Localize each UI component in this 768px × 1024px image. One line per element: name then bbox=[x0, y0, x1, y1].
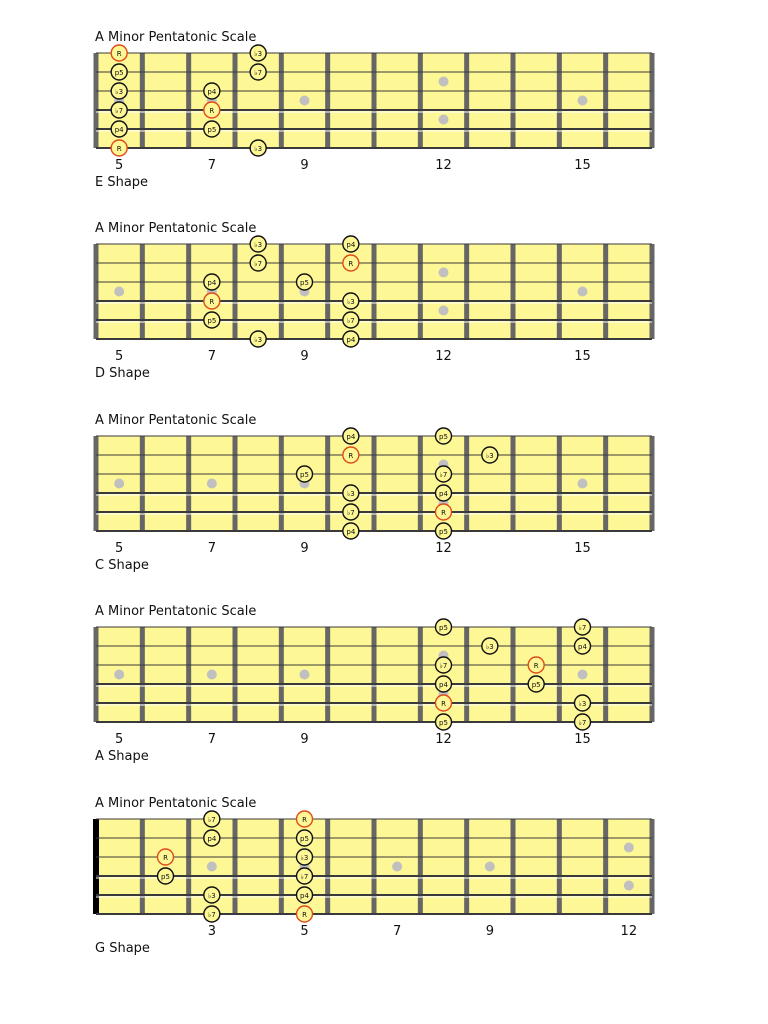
scale-note bbox=[343, 236, 359, 252]
scale-diagram-1 bbox=[0, 30, 768, 210]
fret-bar bbox=[464, 627, 469, 722]
inlay-dot bbox=[114, 287, 124, 297]
scale-note bbox=[111, 121, 127, 137]
root-note bbox=[436, 695, 452, 711]
fret-bar bbox=[557, 627, 562, 722]
scale-note bbox=[343, 485, 359, 501]
scale-note bbox=[575, 619, 591, 635]
inlay-dot bbox=[624, 881, 634, 891]
fret-bar bbox=[511, 627, 516, 722]
inlay-dot bbox=[392, 862, 402, 872]
fret-bar bbox=[94, 53, 99, 148]
scale-note bbox=[297, 849, 313, 865]
fret-bar bbox=[464, 53, 469, 148]
note-label: ♭3 bbox=[300, 854, 309, 862]
scale-note bbox=[343, 293, 359, 309]
fret-bar bbox=[418, 53, 423, 148]
fret-bar bbox=[418, 244, 423, 339]
scale-note bbox=[436, 485, 452, 501]
fret-bar bbox=[233, 627, 238, 722]
inlay-dot bbox=[578, 479, 588, 489]
fret-bar bbox=[650, 627, 655, 722]
note-label: p4 bbox=[207, 88, 217, 96]
fret-bar bbox=[279, 819, 284, 914]
fret-bar bbox=[464, 819, 469, 914]
scale-note bbox=[343, 504, 359, 520]
note-label: ♭3 bbox=[578, 700, 587, 708]
note-label: R bbox=[209, 298, 215, 306]
note-label: p4 bbox=[346, 336, 356, 344]
scale-note bbox=[575, 638, 591, 654]
root-note bbox=[111, 140, 127, 156]
root-note bbox=[436, 504, 452, 520]
fret-bar bbox=[186, 436, 191, 531]
fret-bar bbox=[603, 627, 608, 722]
note-label: p4 bbox=[439, 681, 448, 689]
note-label: p4 bbox=[346, 528, 356, 536]
note-label: ♭7 bbox=[115, 107, 124, 115]
scale-note bbox=[250, 45, 266, 61]
inlay-dot bbox=[114, 670, 124, 680]
inlay-dot bbox=[439, 268, 449, 278]
fret-bar bbox=[279, 244, 284, 339]
scale-note bbox=[297, 466, 313, 482]
scale-diagram-4 bbox=[0, 604, 768, 784]
fret-bar bbox=[650, 53, 655, 148]
fret-bar bbox=[372, 627, 377, 722]
fret-bar bbox=[325, 436, 330, 531]
root-note bbox=[343, 255, 359, 271]
fret-bar bbox=[511, 244, 516, 339]
inlay-dot bbox=[624, 843, 634, 853]
root-note bbox=[297, 811, 313, 827]
note-label: R bbox=[302, 816, 307, 824]
fret-number: 15 bbox=[574, 158, 591, 173]
scale-note bbox=[297, 887, 313, 903]
fret-bar bbox=[140, 436, 145, 531]
scale-note bbox=[436, 523, 452, 539]
scale-note bbox=[297, 830, 313, 846]
note-label: p5 bbox=[439, 528, 448, 536]
scale-diagram-3 bbox=[0, 413, 768, 593]
scale-note bbox=[528, 676, 544, 692]
fret-bar bbox=[94, 436, 99, 531]
fret-bar bbox=[325, 819, 330, 914]
diagram-title: A Minor Pentatonic Scale bbox=[95, 30, 257, 45]
note-label: ♭7 bbox=[578, 719, 587, 727]
note-label: ♭7 bbox=[346, 317, 355, 325]
fret-bar bbox=[279, 436, 284, 531]
scale-note bbox=[482, 638, 498, 654]
scale-note bbox=[343, 428, 359, 444]
note-label: p4 bbox=[346, 433, 356, 441]
note-label: ♭7 bbox=[254, 69, 263, 77]
note-label: p4 bbox=[578, 643, 587, 651]
diagram-title: A Minor Pentatonic Scale bbox=[95, 221, 257, 236]
note-label: ♭3 bbox=[254, 241, 263, 249]
shape-label: D Shape bbox=[95, 366, 150, 381]
scale-note bbox=[436, 714, 452, 730]
note-label: ♭3 bbox=[254, 336, 263, 344]
fret-bar bbox=[186, 819, 191, 914]
scale-note bbox=[436, 428, 452, 444]
inlay-dot bbox=[578, 670, 588, 680]
note-label: ♭3 bbox=[115, 88, 124, 96]
scale-note bbox=[111, 102, 127, 118]
fret-bar bbox=[372, 819, 377, 914]
nut bbox=[93, 819, 99, 914]
fret-bar bbox=[186, 627, 191, 722]
fret-number: 12 bbox=[435, 158, 452, 173]
note-label: p5 bbox=[300, 279, 309, 287]
scale-note bbox=[343, 331, 359, 347]
root-note bbox=[204, 102, 220, 118]
scale-note bbox=[111, 64, 127, 80]
fret-number: 12 bbox=[435, 732, 452, 747]
fret-bar bbox=[557, 819, 562, 914]
scale-note bbox=[575, 695, 591, 711]
note-label: p4 bbox=[346, 241, 356, 249]
inlay-dot bbox=[207, 479, 217, 489]
fret-bar bbox=[557, 244, 562, 339]
root-note bbox=[204, 293, 220, 309]
shape-label: G Shape bbox=[95, 941, 150, 956]
note-label: p5 bbox=[439, 433, 448, 441]
scale-note bbox=[204, 887, 220, 903]
note-label: p5 bbox=[207, 126, 217, 134]
note-label: p5 bbox=[300, 835, 309, 843]
scale-note bbox=[204, 312, 220, 328]
diagram-title: A Minor Pentatonic Scale bbox=[95, 604, 257, 619]
fret-bar bbox=[511, 436, 516, 531]
note-label: p4 bbox=[439, 490, 448, 498]
fret-bar bbox=[511, 53, 516, 148]
fret-bar bbox=[233, 244, 238, 339]
note-label: p5 bbox=[531, 681, 541, 689]
fret-number: 12 bbox=[435, 349, 452, 364]
inlay-dot bbox=[439, 306, 449, 316]
note-label: R bbox=[533, 662, 539, 670]
scale-note bbox=[204, 121, 220, 137]
fret-bar bbox=[603, 53, 608, 148]
scale-note bbox=[436, 619, 452, 635]
diagram-title: A Minor Pentatonic Scale bbox=[95, 796, 257, 811]
shape-label: A Shape bbox=[95, 749, 149, 764]
note-label: R bbox=[348, 260, 354, 268]
fret-bar bbox=[603, 244, 608, 339]
inlay-dot bbox=[439, 115, 449, 125]
fret-number: 15 bbox=[574, 732, 591, 747]
fret-bar bbox=[464, 436, 469, 531]
fret-bar bbox=[511, 819, 516, 914]
fret-bar bbox=[418, 627, 423, 722]
note-label: p4 bbox=[300, 892, 309, 900]
note-label: p5 bbox=[439, 624, 448, 632]
note-label: R bbox=[441, 700, 446, 708]
note-label: ♭3 bbox=[346, 298, 355, 306]
note-label: R bbox=[163, 854, 168, 862]
fret-number: 5 bbox=[115, 732, 124, 747]
scale-note bbox=[158, 868, 174, 884]
scale-note bbox=[436, 657, 452, 673]
fret-number: 9 bbox=[300, 541, 309, 556]
fret-bar bbox=[325, 244, 330, 339]
fret-number: 7 bbox=[207, 349, 216, 364]
scale-note bbox=[297, 274, 313, 290]
note-label: R bbox=[116, 145, 122, 153]
note-label: R bbox=[441, 509, 446, 517]
scale-note bbox=[250, 331, 266, 347]
note-label: ♭3 bbox=[485, 452, 494, 460]
fret-bar bbox=[140, 53, 145, 148]
scale-note bbox=[250, 64, 266, 80]
fret-bar bbox=[186, 53, 191, 148]
scale-note bbox=[204, 274, 220, 290]
fret-bar bbox=[650, 819, 655, 914]
note-label: p5 bbox=[161, 873, 170, 881]
fret-number: 5 bbox=[115, 541, 124, 556]
fret-number: 9 bbox=[300, 732, 309, 747]
fretboard bbox=[0, 427, 768, 557]
note-label: p5 bbox=[207, 317, 217, 325]
fret-bar bbox=[186, 244, 191, 339]
fret-bar bbox=[372, 436, 377, 531]
fretboard bbox=[0, 810, 768, 940]
note-label: p4 bbox=[207, 835, 217, 843]
scale-diagram-2 bbox=[0, 221, 768, 401]
scale-note bbox=[297, 868, 313, 884]
fret-number: 15 bbox=[574, 349, 591, 364]
inlay-dot bbox=[114, 479, 124, 489]
fret-bar bbox=[140, 819, 145, 914]
note-label: ♭7 bbox=[439, 662, 448, 670]
note-label: ♭7 bbox=[439, 471, 448, 479]
note-label: ♭3 bbox=[346, 490, 355, 498]
shape-label: C Shape bbox=[95, 558, 149, 573]
note-label: ♭7 bbox=[300, 873, 309, 881]
fret-bar bbox=[418, 819, 423, 914]
note-label: R bbox=[116, 50, 122, 58]
fret-bar bbox=[140, 244, 145, 339]
fret-bar bbox=[94, 627, 99, 722]
fret-bar bbox=[557, 436, 562, 531]
inlay-dot bbox=[485, 862, 495, 872]
inlay-dot bbox=[578, 287, 588, 297]
diagram-title: A Minor Pentatonic Scale bbox=[95, 413, 257, 428]
inlay-dot bbox=[300, 96, 310, 106]
note-label: R bbox=[302, 911, 307, 919]
note-label: R bbox=[348, 452, 354, 460]
fret-bar bbox=[603, 436, 608, 531]
fret-bar bbox=[325, 53, 330, 148]
note-label: R bbox=[209, 107, 215, 115]
note-label: p5 bbox=[439, 719, 448, 727]
inlay-dot bbox=[578, 96, 588, 106]
shape-label: E Shape bbox=[95, 175, 149, 190]
scale-note bbox=[204, 906, 220, 922]
scale-note bbox=[204, 83, 220, 99]
note-label: p4 bbox=[207, 279, 217, 287]
note-label: ♭7 bbox=[207, 816, 216, 824]
scale-note bbox=[111, 83, 127, 99]
note-label: ♭3 bbox=[485, 643, 494, 651]
fretboard bbox=[0, 235, 768, 365]
inlay-dot bbox=[439, 77, 449, 87]
note-label: ♭7 bbox=[254, 260, 263, 268]
fret-bar bbox=[325, 627, 330, 722]
fret-number: 9 bbox=[485, 924, 494, 939]
root-note bbox=[297, 906, 313, 922]
scale-note bbox=[482, 447, 498, 463]
fret-bar bbox=[418, 436, 423, 531]
scale-note bbox=[250, 236, 266, 252]
note-label: ♭7 bbox=[207, 911, 216, 919]
fretboard bbox=[0, 44, 768, 174]
fret-number: 7 bbox=[207, 732, 216, 747]
note-label: p5 bbox=[300, 471, 309, 479]
scale-diagram-5 bbox=[0, 796, 768, 976]
fret-number: 7 bbox=[393, 924, 402, 939]
fret-bar bbox=[279, 627, 284, 722]
fret-bar bbox=[603, 819, 608, 914]
note-label: ♭3 bbox=[207, 892, 216, 900]
fret-bar bbox=[650, 436, 655, 531]
scale-note bbox=[343, 523, 359, 539]
scale-note bbox=[436, 676, 452, 692]
fretboard bbox=[0, 618, 768, 748]
root-note bbox=[111, 45, 127, 61]
scale-note bbox=[204, 830, 220, 846]
fret-number: 7 bbox=[207, 541, 216, 556]
inlay-dot bbox=[300, 670, 310, 680]
note-label: ♭7 bbox=[346, 509, 355, 517]
fret-bar bbox=[650, 244, 655, 339]
scale-note bbox=[436, 466, 452, 482]
fret-number: 12 bbox=[435, 541, 452, 556]
note-label: p5 bbox=[114, 69, 124, 77]
root-note bbox=[528, 657, 544, 673]
scale-note bbox=[343, 312, 359, 328]
fret-bar bbox=[464, 244, 469, 339]
fret-bar bbox=[94, 244, 99, 339]
fret-bar bbox=[372, 244, 377, 339]
fret-number: 5 bbox=[115, 349, 124, 364]
fret-number: 5 bbox=[300, 924, 309, 939]
fret-number: 9 bbox=[300, 349, 309, 364]
fret-bar bbox=[557, 53, 562, 148]
fret-number: 15 bbox=[574, 541, 591, 556]
note-label: ♭7 bbox=[578, 624, 587, 632]
inlay-dot bbox=[207, 862, 217, 872]
fret-bar bbox=[233, 53, 238, 148]
fret-number: 5 bbox=[115, 158, 124, 173]
note-label: ♭3 bbox=[254, 145, 263, 153]
fret-bar bbox=[140, 627, 145, 722]
fret-bar bbox=[233, 436, 238, 531]
root-note bbox=[343, 447, 359, 463]
fret-number: 9 bbox=[300, 158, 309, 173]
note-label: ♭3 bbox=[254, 50, 263, 58]
fret-number: 7 bbox=[207, 158, 216, 173]
root-note bbox=[158, 849, 174, 865]
scale-note bbox=[204, 811, 220, 827]
scale-note bbox=[250, 255, 266, 271]
inlay-dot bbox=[207, 670, 217, 680]
fret-bar bbox=[279, 53, 284, 148]
scale-note bbox=[575, 714, 591, 730]
scale-note bbox=[250, 140, 266, 156]
fret-number: 12 bbox=[620, 924, 638, 939]
fret-bar bbox=[233, 819, 238, 914]
fret-number: 3 bbox=[207, 924, 216, 939]
note-label: p4 bbox=[114, 126, 124, 134]
fret-bar bbox=[372, 53, 377, 148]
